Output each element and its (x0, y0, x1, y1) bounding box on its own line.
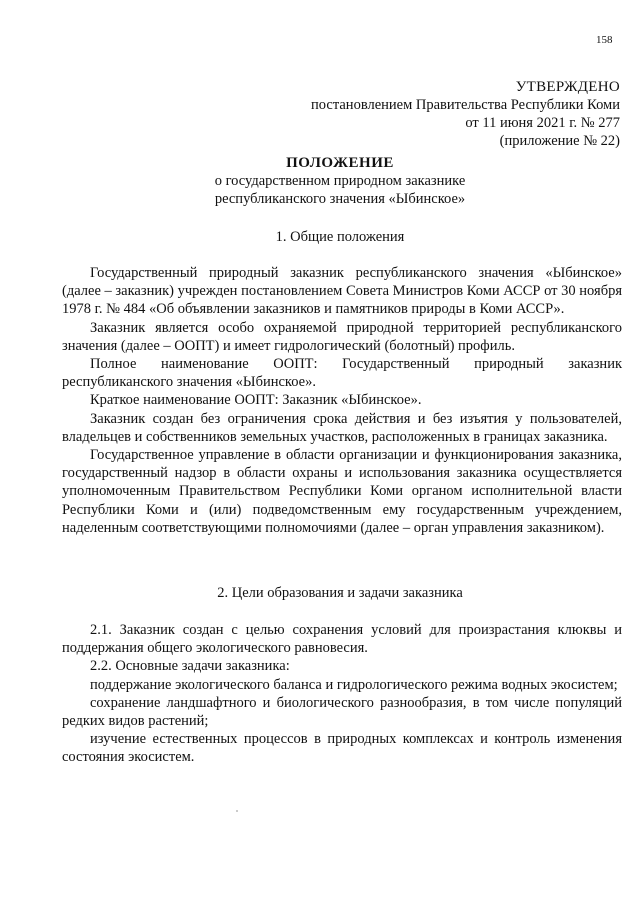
paragraph: Краткое наименование ООПТ: Заказник «Ыбинское». (90, 392, 422, 409)
approval-stamp (250, 78, 620, 150)
document-title: ПОЛОЖЕНИЕ (286, 155, 394, 171)
paragraph: Заказник является особо охраняемой природной территорией республиканского значения (далее – ООПТ) и имеет гидрологический (болотный) профиль. (62, 319, 622, 354)
paragraph: Государственное управление в области организации и функционирования заказника, государственный надзор в области охраны и использования заказника осуществляется уполномоченным Правительством Республики Коми органом исполнительной власти Республики Коми и (или) подведомственным ему государственным учреждением, наделенным соответствующими полномочиями (далее – орган управления заказником). (62, 447, 622, 536)
section-2-heading: 2. Цели образования и задачи заказника (217, 585, 463, 601)
document-subtitle-2: республиканского значения «Ыбинское» (214, 191, 466, 207)
document-subtitle-1: о государственном природном заказнике (214, 173, 466, 189)
scan-speck (236, 810, 238, 812)
approval-line-3: (приложение № 22) (499, 133, 620, 149)
paragraph: Заказник создан без ограничения срока действия и без изъятия у пользователей, владельцев и собственников земельных участков, расположенных в границах заказника. (62, 410, 622, 445)
paragraph: 2.1. Заказник создан с целью сохранения условий для произрастания клюквы и поддержания общего экологического равновесия. (62, 622, 622, 657)
document-title-block (90, 154, 590, 208)
paragraph: 2.2. Основные задачи заказника: (90, 658, 290, 675)
paragraph: сохранение ландшафтного и биологического разнообразия, в том числе популяций редких видов растений; (62, 694, 622, 730)
page-number: 158 (596, 34, 613, 46)
section-1-heading: 1. Общие положения (275, 229, 405, 245)
approval-line-2: от 11 июня 2021 г. № 277 (465, 115, 620, 131)
paragraph: изучение естественных процессов в природных комплексах и контроль изменения состояния экосистем. (62, 731, 622, 766)
approval-line-1: постановлением Правительства Республики Коми (311, 97, 620, 113)
paragraph: Государственный природный заказник республиканского значения «Ыбинское» (далее – заказник) учрежден постановлением Совета Министров Коми АССР от 30 ноября 1978 г. № 484 «Об объявлении заказников и памятников природы в Коми АССР». (62, 265, 622, 318)
paragraph: Полное наименование ООПТ: Государственный природный заказник республиканского значения «Ыбинское». (62, 356, 622, 391)
paragraph: поддержание экологического баланса и гидрологического режима водных экосистем; (90, 676, 618, 693)
approval-head: УТВЕРЖДЕНО (515, 79, 620, 95)
section-1-body (62, 264, 622, 537)
section-2-body (62, 621, 622, 767)
